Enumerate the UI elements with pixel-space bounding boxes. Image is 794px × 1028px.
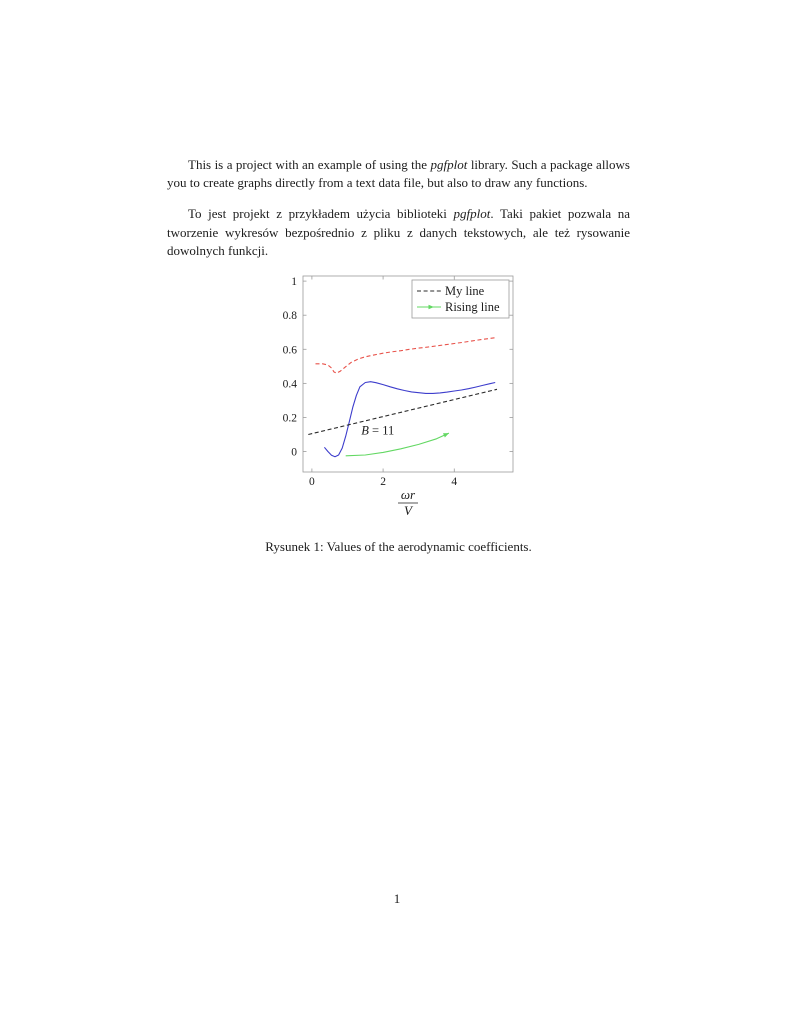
paragraph-polish-text-end: . Taki pakiet pozwala na tworzenie wykresów bezpośrednio z pliku z danych tekstowych, ale też rysowanie dowolnych funkcji. [167,206,630,258]
pgfplot-italic-pl: pgfplot [453,206,491,222]
paragraph-polish-text-start: To jest projekt z przykładem użycia biblioteki [188,206,454,222]
y-tick-label: 0.6 [282,344,297,357]
y-tick-label: 0.8 [282,310,297,323]
annotation-B-11: B = 11 [361,423,395,438]
page-number: 1 [393,891,401,906]
paragraph-english-text-end: library. Such a package allows you to create graphs directly from a text data file, but also to draw any functions. [167,157,630,191]
legend-label-my-line: My line [445,283,485,298]
aerodynamic-coefficients-plot [268,268,530,518]
paragraph-polish [167,205,630,260]
x-tick-label: 2 [380,475,386,488]
xlabel-numerator: ωr [400,486,416,502]
paragraph-english-text-start: This is a project with an example of using the [188,157,431,172]
paragraph-english [167,156,630,192]
y-tick-label: 1 [291,276,297,289]
x-tick-label: 0 [309,475,315,488]
y-tick-label: 0.2 [282,412,297,425]
y-tick-label: 0.4 [282,378,297,391]
legend-label-rising-line: Rising line [445,299,500,314]
figure-chart [268,268,530,523]
x-tick-label: 4 [451,475,458,488]
text-block [167,156,630,555]
figure-caption: Rysunek 1: Values of the aerodynamic coefficients. [265,538,532,554]
y-tick-label: 0 [291,446,297,459]
pgfplot-italic: pgfplot [430,157,468,172]
xlabel-denominator: V [404,502,412,518]
